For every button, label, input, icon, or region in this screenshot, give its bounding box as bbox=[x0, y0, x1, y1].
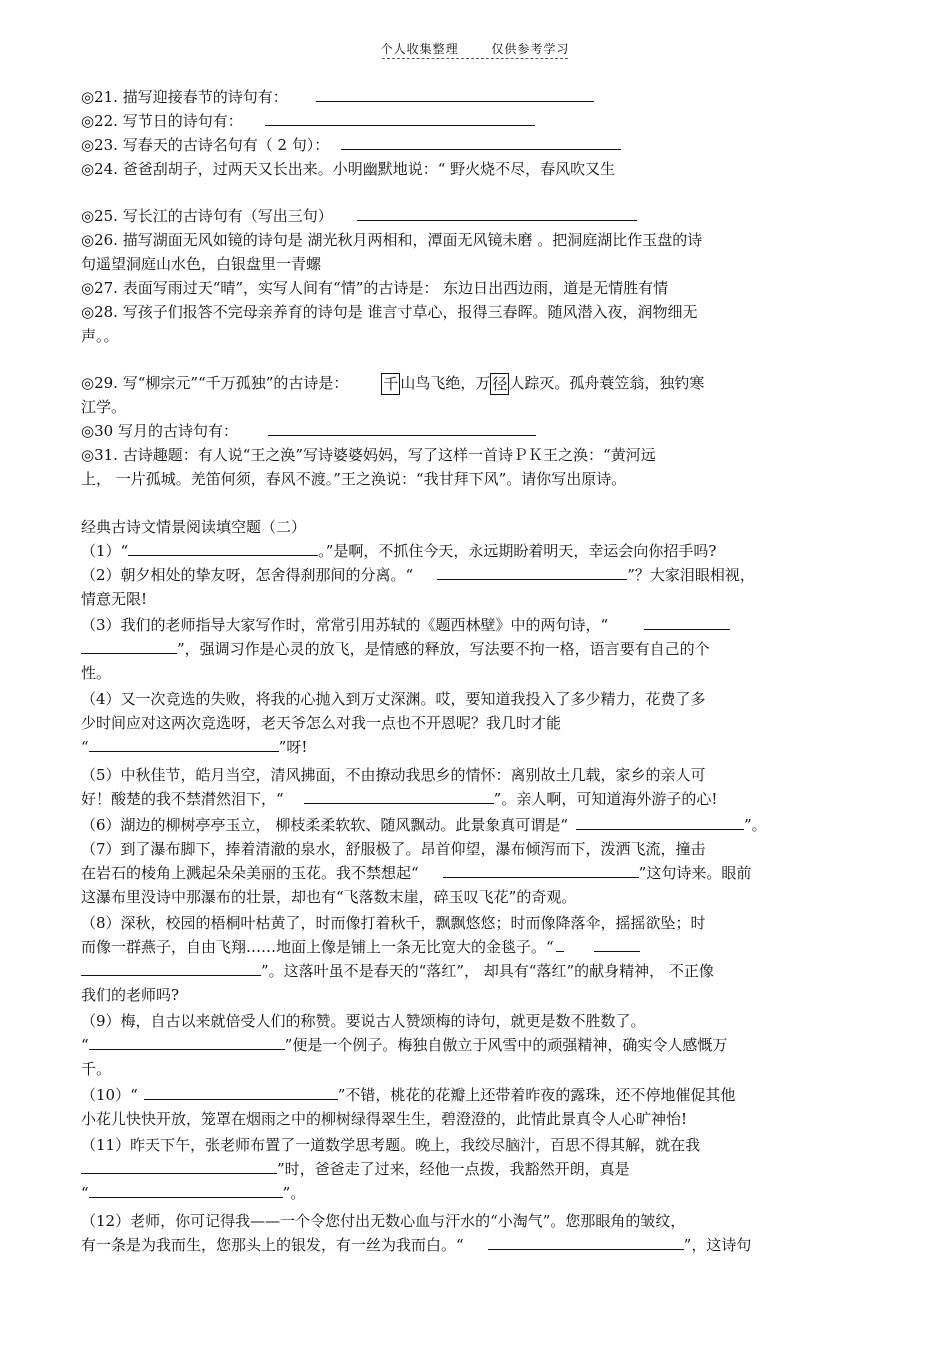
item-3: （3）我们的老师指导大家写作时，常常引用苏轼的《题西林壁》中的两句诗，“ bbox=[81, 614, 730, 636]
answer-blank[interactable] bbox=[341, 135, 621, 150]
item-5: （5）中秋佳节，皓月当空，清风拂面，不由撩动我思乡的情怀：离别故土几载，家乡的亲人可 bbox=[81, 766, 706, 784]
question-24: ◎24. 爸爸刮胡子，过两天又长出来。小明幽默地说：“ 野火烧不尽，春风吹又生 bbox=[81, 160, 616, 178]
section-title: 经典古诗文情景阅读填空题（二） bbox=[81, 518, 307, 536]
item-8-cont: 而像一群燕子，自由飞翔……地面上像是铺上一条无比宽大的金毯子。“ bbox=[81, 936, 640, 958]
item-11-end: “ ”。 bbox=[81, 1184, 306, 1202]
question-29-cont: 江学。 bbox=[81, 398, 127, 416]
question-28: ◎28. 写孩子们报答不完母亲养育的诗句是 谁言寸草心，报得三春晖。随风潜入夜，润物细无 bbox=[81, 303, 698, 321]
header-divider bbox=[382, 58, 568, 59]
answer-blank[interactable] bbox=[304, 789, 494, 804]
item-8-last: 我们的老师吗? bbox=[81, 986, 180, 1004]
item-11-cont: ”时，爸爸走了过来，经他一点拨，我豁然开朗，真是 bbox=[81, 1158, 630, 1180]
answer-blank[interactable] bbox=[644, 615, 730, 630]
question-29: ◎29. 写“柳宗元”“千万孤独”的古诗是： 千 山鸟飞绝，万 径 人踪灭。孤舟蓑笠翁，独钓寒 bbox=[81, 374, 705, 393]
answer-blank[interactable] bbox=[89, 1035, 285, 1050]
question-31: ◎31. 古诗趣题：有人说“王之涣”写诗婆婆妈妈，写了这样一首诗ＰＫ王之涣：“黄河远 bbox=[81, 446, 656, 464]
item-7: （7）到了瀑布脚下，捧着清澈的泉水，舒服极了。昂首仰望，瀑布倾泻而下，泼洒飞流，撞击 bbox=[81, 840, 706, 858]
answer-blank[interactable] bbox=[576, 815, 744, 830]
answer-blank[interactable] bbox=[81, 639, 177, 654]
item-4-end: “ ”呀! bbox=[81, 738, 308, 756]
answer-blank[interactable] bbox=[437, 565, 627, 580]
question-30: ◎30 写月的古诗句有： bbox=[81, 420, 536, 442]
question-27: ◎27. 表面写雨过天“晴”，实写人间有“情”的古诗是： 东边日出西边雨，道是无情胜有情 bbox=[81, 279, 669, 297]
question-28-cont: 声。。 bbox=[81, 327, 119, 345]
item-10: （10）“ ”不错，桃花的花瓣上还带着昨夜的露珠，还不停地催促其他 bbox=[81, 1086, 736, 1104]
question-25: ◎25. 写长江的古诗句有（写出三句） bbox=[81, 205, 637, 227]
header-left-text: 个人收集整理 bbox=[380, 42, 459, 56]
header-right-text: 仅供参考学习 bbox=[491, 42, 570, 56]
answer-blank[interactable] bbox=[144, 1085, 338, 1100]
answer-blank[interactable] bbox=[443, 863, 639, 878]
item-9-cont: “ ”便是一个例子。梅独自傲立于风雪中的顽强精神，确实令人感慨万 bbox=[81, 1036, 728, 1054]
answer-blank[interactable] bbox=[128, 541, 318, 556]
item-12-cont: 有一条是为我而生，您那头上的银发，有一丝为我而白。“ ”，这诗句 bbox=[81, 1236, 752, 1254]
boxed-char: 径 bbox=[492, 375, 508, 393]
item-8-end: ”。这落叶虽不是春天的“落红”， 却具有“落红”的献身精神， 不正像 bbox=[81, 960, 714, 982]
item-3-cont: ”，强调习作是心灵的放飞，是情感的释放，写法要不拘一格，语言要有自己的个 bbox=[81, 638, 710, 660]
question-31-cont: 上， 一片孤城。羌笛何须，春风不渡。”王之涣说：“我甘拜下风”。请你写出原诗。 bbox=[81, 470, 627, 488]
item-12: （12）老师，你可记得我——一个令您付出无数心血与汗水的“小淘气”。您那眼角的皱纹， bbox=[81, 1212, 686, 1230]
item-8: （8）深秋，校园的梧桐叶枯黄了，时而像打着秋千，飘飘悠悠；时而像降落伞，摇摇欲坠；时 bbox=[81, 914, 706, 932]
question-26-cont: 句遥望洞庭山水色，白银盘里一青螺 bbox=[81, 255, 322, 273]
answer-blank[interactable] bbox=[268, 421, 536, 436]
item-3-end: 性。 bbox=[81, 664, 112, 682]
item-2: （2）朝夕相处的挚友呀，怎舍得刹那间的分离。“ ”？大家泪眼相视， bbox=[81, 566, 755, 584]
question-21: ◎21. 描写迎接春节的诗句有： bbox=[81, 86, 594, 108]
question-26: ◎26. 描写湖面无风如镜的诗句是 湖光秋月两相和，潭面无风镜未磨 。把洞庭湖比作玉盘的诗 bbox=[81, 231, 703, 249]
question-23: ◎23. 写春天的古诗名句有（ 2 句）： bbox=[81, 134, 621, 156]
item-11: （11）昨天下午，张老师布置了一道数学思考题。晚上，我绞尽脑汁，百思不得其解，就在我 bbox=[81, 1136, 701, 1154]
item-5-cont: 好！酸楚的我不禁潸然泪下，“ ”。亲人啊，可知道海外游子的心! bbox=[81, 790, 718, 808]
answer-blank[interactable] bbox=[81, 1159, 277, 1174]
item-6: （6）湖边的柳树亭亭玉立， 柳枝柔柔软软、随风飘动。此景象真可谓是“ ”。 bbox=[81, 816, 767, 834]
answer-blank[interactable] bbox=[594, 937, 640, 952]
answer-blank[interactable] bbox=[357, 206, 637, 221]
answer-blank[interactable] bbox=[89, 1183, 283, 1198]
item-4: （4）又一次竞选的失败，将我的心抛入到万丈深渊。哎，要知道我投入了多少精力，花费了多 bbox=[81, 690, 706, 708]
answer-blank[interactable] bbox=[89, 737, 279, 752]
answer-blank[interactable] bbox=[556, 937, 564, 952]
page-header bbox=[0, 40, 950, 57]
item-1: （1）“ 。”是啊，不抓住今天，永远期盼着明天，幸运会向你招手吗? bbox=[81, 542, 717, 560]
boxed-char: 千 bbox=[383, 375, 399, 393]
item-4-cont: 少时间应对这两次竞选呀，老天爷怎么对我一点也不开恩呢？我几时才能 bbox=[81, 714, 562, 732]
question-22: ◎22. 写节日的诗句有： bbox=[81, 110, 535, 132]
item-2-cont: 情意无限! bbox=[81, 590, 148, 608]
item-7-end: 这瀑布里没诗中那瀑布的壮景，却也有“飞落数末崖，碎玉叹飞花”的奇观。 bbox=[81, 888, 577, 906]
item-9: （9）梅，自古以来就倍受人们的称赞。要说古人赞颂梅的诗句，就更是数不胜数了。 bbox=[81, 1012, 646, 1030]
answer-blank[interactable] bbox=[265, 111, 535, 126]
item-7-cont: 在岩石的棱角上溅起朵朵美丽的玉花。我不禁想起“ ”这句诗来。眼前 bbox=[81, 864, 752, 882]
item-9-end: 千。 bbox=[81, 1060, 112, 1078]
answer-blank[interactable] bbox=[316, 87, 594, 102]
item-10-cont: 小花儿快快开放，笼罩在烟雨之中的柳树绿得翠生生，碧澄澄的，此情此景真令人心旷神怡! bbox=[81, 1110, 688, 1128]
answer-blank[interactable] bbox=[488, 1235, 684, 1250]
answer-blank[interactable] bbox=[81, 961, 261, 976]
